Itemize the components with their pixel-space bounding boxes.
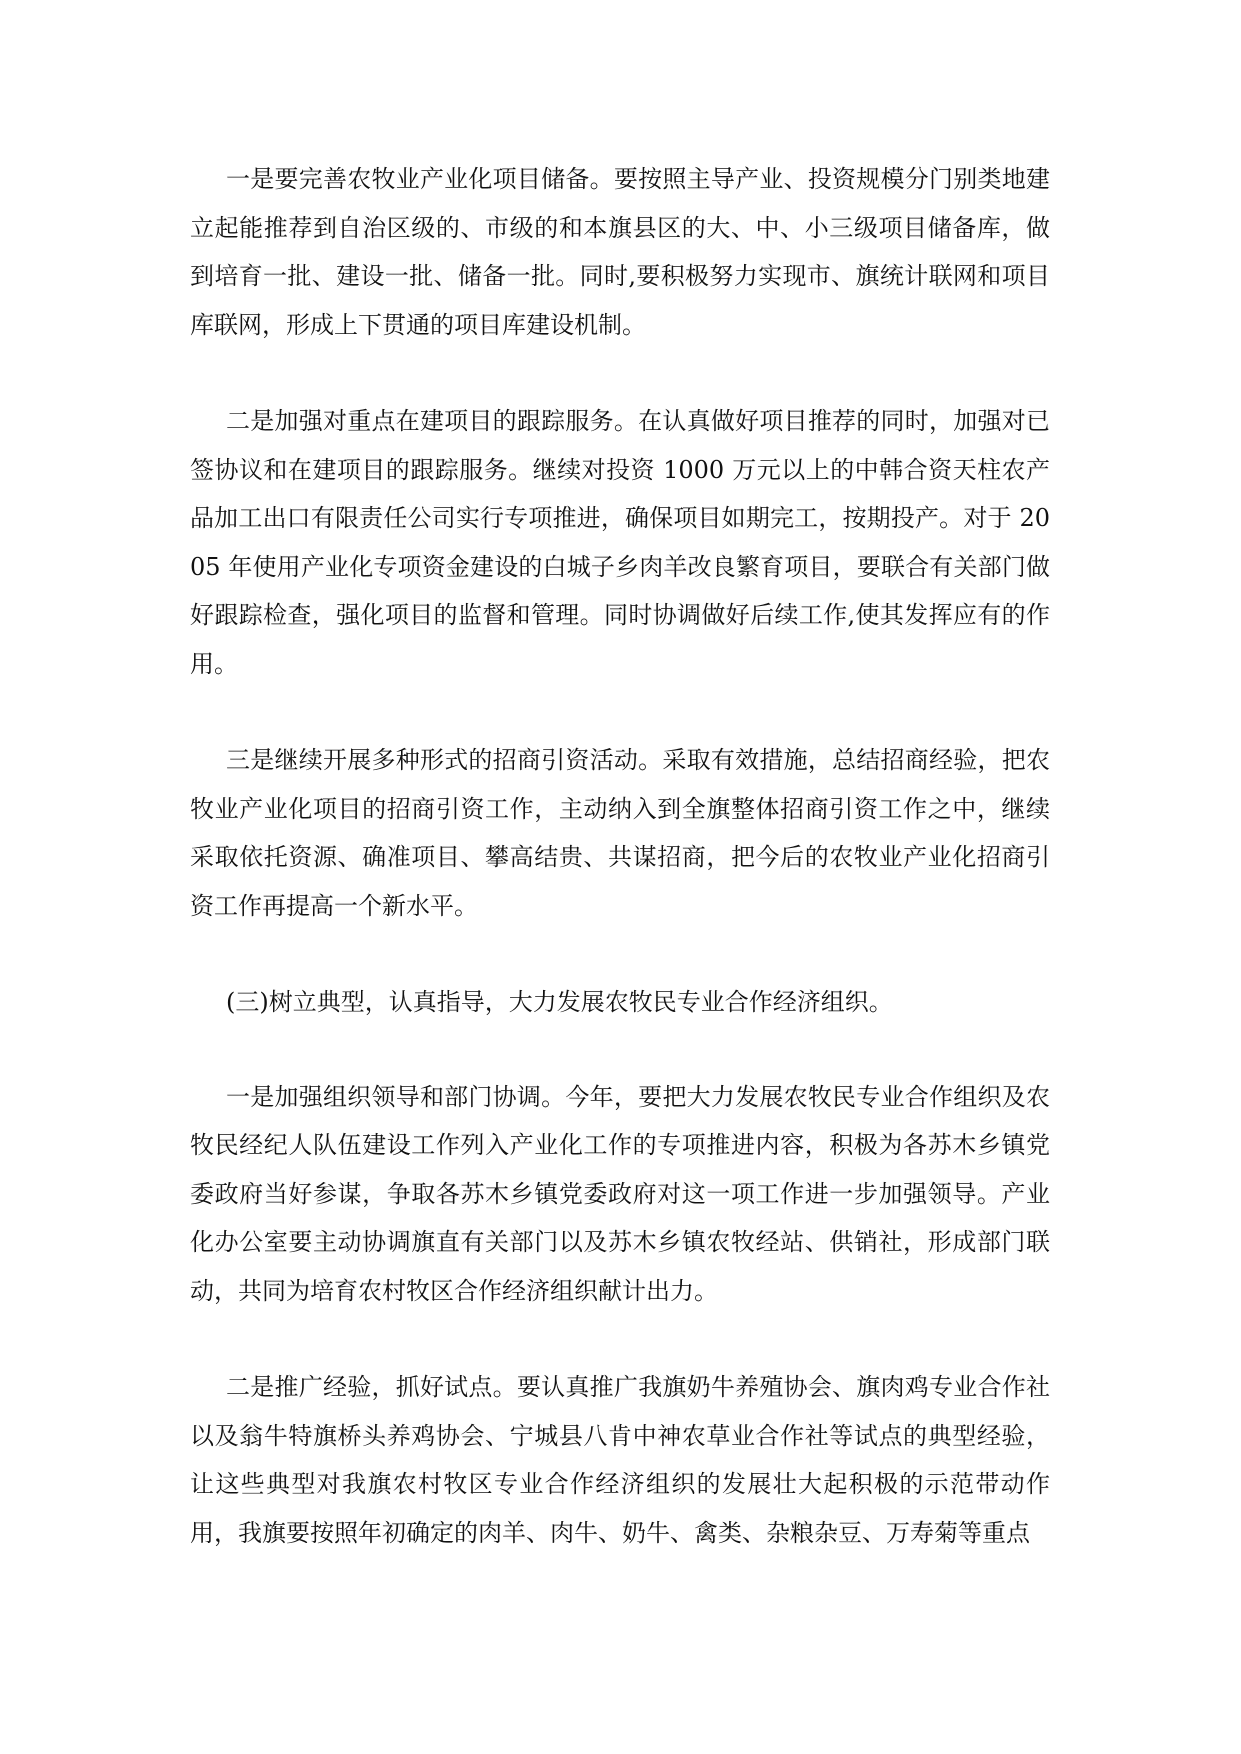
document-body — [190, 155, 1050, 1605]
paragraph-organization-leadership: 一是加强组织领导和部门协调。今年，要把大力发展农牧民专业合作组织及农牧民经纪人队伍建设工作列入产业化工作的专项推进内容，积极为各苏木乡镇党委政府当好参谋，争取各苏木乡镇党委政府对这一项工作进一步加强领导。产业化办公室要主动协调旗直有关部门以及苏木乡镇农牧经站、供销社，形成部门联动，共同为培育农村牧区合作经济组织献计出力。 — [190, 1082, 1050, 1305]
paragraph-pilot-experience: 二是推广经验，抓好试点。要认真推广我旗奶牛养殖协会、旗肉鸡专业合作社以及翁牛特旗桥头养鸡协会、宁城县八肯中神农草业合作社等试点的典型经验，让这些典型对我旗农村牧区专业合作经济组织的发展壮大起积极的示范带动作用，我旗要按照年初确定的肉羊、肉牛、奶牛、禽类、杂粮杂豆、万寿菊等重点 — [190, 1373, 1050, 1547]
section-heading-cooperatives: (三)树立典型，认真指导，大力发展农牧民专业合作经济组织。 — [226, 988, 893, 1016]
paragraph-investment-promotion: 三是继续开展多种形式的招商引资活动。采取有效措施，总结招商经验，把农牧业产业化项目的招商引资工作，主动纳入到全旗整体招商引资工作之中，继续采取依托资源、确准项目、攀高结贵、共谋招商，把今后的农牧业产业化招商引资工作再提高一个新水平。 — [190, 746, 1050, 920]
paragraph-project-tracking: 二是加强对重点在建项目的跟踪服务。在认真做好项目推荐的同时，加强对已签协议和在建项目的跟踪服务。继续对投资 1000 万元以上的中韩合资天柱农产品加工出口有限责任公司实行专项推进，确保项目如期完工，按期投产。对于 2005 年使用产业化专项资金建设的白城子乡肉羊改良繁育项目，要联合有关部门做好跟踪检查，强化项目的监督和管理。同时协调做好后续工作,使其发挥应有的作用。 — [190, 407, 1050, 678]
paragraph-project-reserve: 一是要完善农牧业产业化项目储备。要按照主导产业、投资规模分门别类地建立起能推荐到自治区级的、市级的和本旗县区的大、中、小三级项目储备库，做到培育一批、建设一批、储备一批。同时,要积极努力实现市、旗统计联网和项目库联网，形成上下贯通的项目库建设机制。 — [190, 165, 1050, 339]
